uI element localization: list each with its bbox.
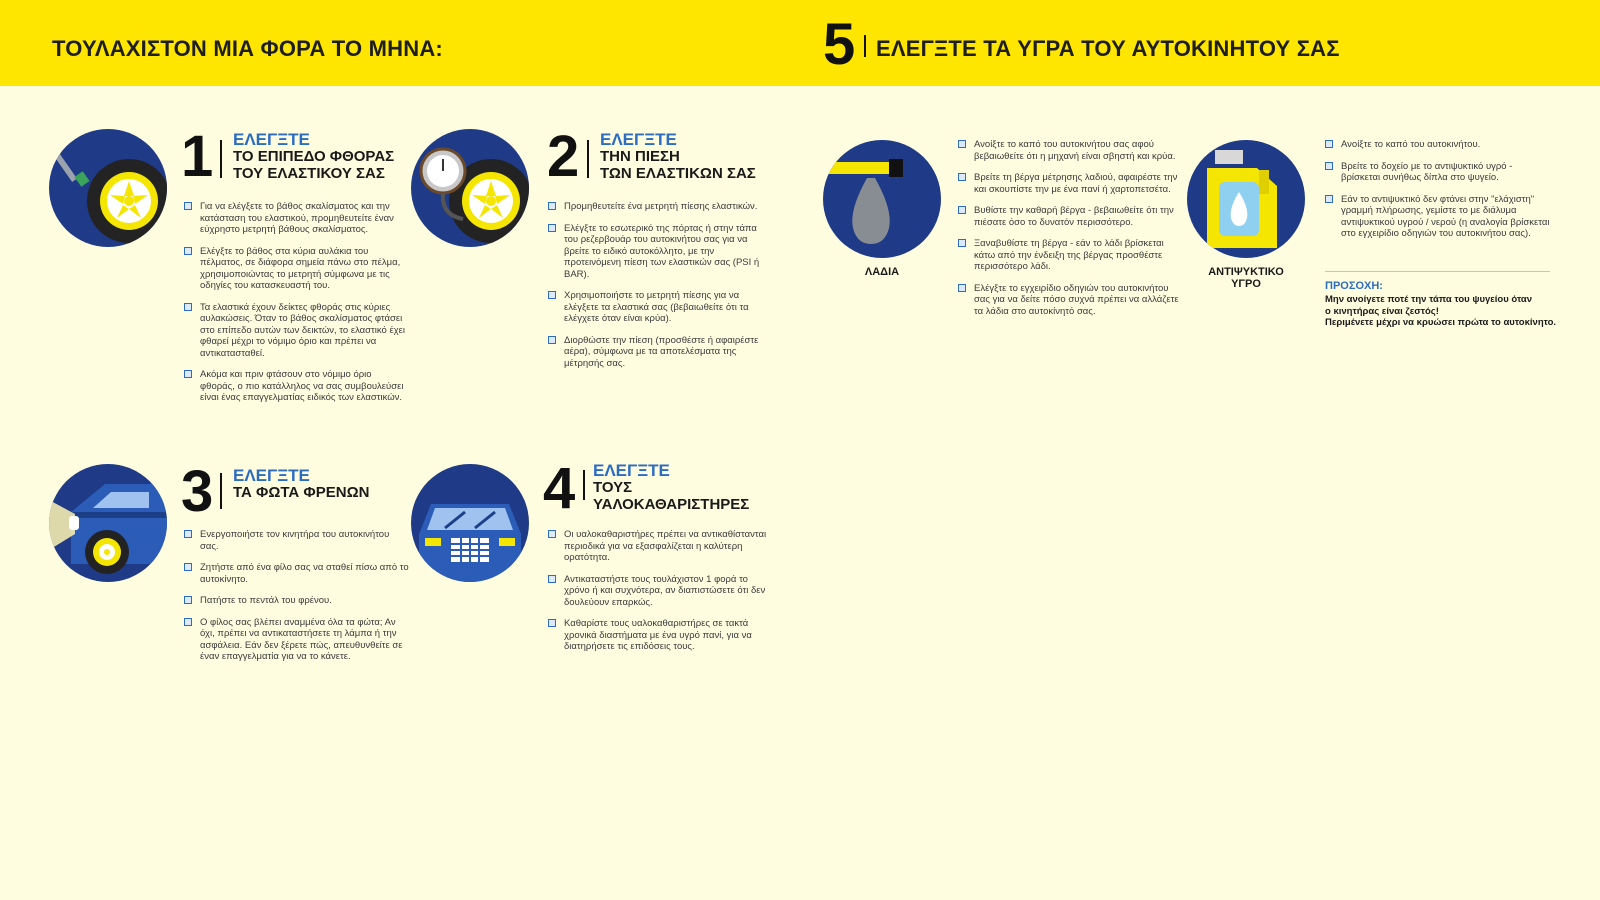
checklist-item: Ακόμα και πριν φτάσουν στο νόμιμο όριο φθοράς, ο πιο κατάλληλος να σας συμβουλεύσει είναι ένας επαγγελματίας ειδικός των ελαστικών. (184, 369, 409, 404)
checklist-item: Ελέγξτε το βάθος στα κύρια αυλάκια του πέλματος, σε διάφορα σημεία πάνω στο πέλμα, χρησιμοποιώντας το μετρητή σύμφωνα με τις οδηγίες του κατασκευαστή του. (184, 246, 409, 292)
coolant-label-line1: ΑΝΤΙΨΥΚΤΙΚΟ (1208, 266, 1284, 278)
checklist-item: Διορθώστε την πίεση (προσθέστε ή αφαιρέστε αέρα), σύμφωνα με τα αποτελέσματα της μέτρησής σας. (548, 335, 773, 370)
section-3-checklist (184, 529, 409, 673)
checklist-item: Ελέγξτε το εγχειρίδιο οδηγιών του αυτοκινήτου σας για να δείτε πόσο συχνά πρέπει να αλλάζετε τα λάδια στο αυτοκίνητό σας. (958, 283, 1183, 318)
number-separator (864, 35, 866, 57)
section-3-number: 3 (181, 459, 214, 524)
section-1-number: 1 (181, 124, 214, 189)
section-1-heading (233, 131, 394, 182)
section-1-subtitle-line2: ΤΟΥ ΕΛΑΣΤΙΚΟΥ ΣΑΣ (233, 165, 385, 182)
checklist-item: Για να ελέγξετε το βάθος σκαλίσματος και την κατάσταση του ελαστικού, προμηθευτείτε έναν εύχρηστο μετρητή βάθους σκαλίσματος. (184, 201, 409, 236)
section-2-checklist (548, 201, 773, 379)
checklist-item: Βρείτε το δοχείο με το αντιψυκτικό υγρό - βρίσκεται συνήθως δίπλα στο ψυγείο. (1325, 161, 1550, 184)
header-right-title: ΕΛΕΓΞΤΕ ΤΑ ΥΓΡΑ ΤΟΥ ΑΥΤΟΚΙΝΗΤΟΥ ΣΑΣ (876, 36, 1340, 61)
windshield-wiper-icon (411, 464, 529, 582)
checklist-item: Τα ελαστικά έχουν δείκτες φθοράς στις κύριες αυλακώσεις. Όταν το βάθος σκαλίσματος φτάσει στο επίπεδο αυτών των δεικτών, το ελαστικό έχει φθαρεί μέχρι το νόμιμο όριο και πρέπει να αντικατασταθεί. (184, 302, 409, 360)
caution-line: Μην ανοίγετε ποτέ την τάπα του ψυγείου όταν (1325, 294, 1533, 305)
pressure-gauge-icon (411, 129, 529, 247)
section-3-subtitle-line1: ΤΑ ΦΩΤΑ ΦΡΕΝΩΝ (233, 484, 370, 501)
coolant-checklist (1325, 139, 1550, 250)
oil-drop-icon (823, 140, 941, 258)
section-3-heading (233, 467, 369, 501)
section-1-checklist (184, 201, 409, 414)
checklist-item: Βρείτε τη βέργα μέτρησης λαδιού, αφαιρέστε την και σκουπίστε την με ένα πανί ή χαρτοπετσέτα. (958, 172, 1183, 195)
coolant-label-line2: ΥΓΡΟ (1231, 278, 1261, 290)
checklist-item: Βυθίστε την καθαρή βέργα - βεβαιωθείτε ότι την πιέσατε όσο το δυνατόν περισσότερο. (958, 205, 1183, 228)
checklist-item: Οι υαλοκαθαριστήρες πρέπει να αντικαθίστανται περιοδικά για να εξασφαλίζεται η καλύτερη ορατότητα. (548, 529, 773, 564)
section-3-separator (220, 473, 222, 509)
section-1-keyword: ΕΛΕΓΞΤΕ (233, 130, 310, 149)
caution-divider (1325, 271, 1550, 272)
checklist-item: Ξαναβυθίστε τη βέργα - εάν το λάδι βρίσκεται κάτω από την ένδειξη της βέργας προσθέστε περισσότερο λάδι. (958, 238, 1183, 273)
checklist-item: Καθαρίστε τους υαλοκαθαριστήρες σε τακτά χρονικά διαστήματα με ένα υγρό πανί, για να διατηρήσετε τις επιδόσεις τους. (548, 618, 773, 653)
section-2-number: 2 (547, 124, 580, 189)
checklist-item: Ελέγξτε το εσωτερικό της πόρτας ή στην τάπα του ρεζερβουάρ του αυτοκινήτου σας για να βρείτε το ειδικό αυτοκόλλητο, με την προτεινόμενη πίεση των ελαστικών σας (PSI ή BAR). (548, 223, 773, 281)
section-4-keyword: ΕΛΕΓΞΤΕ (593, 461, 670, 480)
section-4-number: 4 (543, 456, 576, 521)
section-4-subtitle-line1: ΤΟΥΣ (593, 479, 633, 496)
coolant-jug-icon (1187, 140, 1305, 258)
checklist-item: Αντικαταστήστε τους τουλάχιστον 1 φορά το χρόνο ή και συχνότερα, αν διαπιστώσετε ότι δεν δουλεύουν επαρκώς. (548, 574, 773, 609)
section-4-heading (593, 462, 749, 513)
section-1-separator (220, 140, 222, 178)
section-4-separator (583, 470, 585, 500)
checklist-item: Ανοίξτε το καπό του αυτοκινήτου σας αφού βεβαιωθείτε ότι η μηχανή είναι σβηστή και κρύα. (958, 139, 1183, 162)
checklist-item: Ζητήστε από ένα φίλο σας να σταθεί πίσω από το αυτοκίνητο. (184, 562, 409, 585)
caution-line: ο κινητήρας είναι ζεστός! (1325, 305, 1439, 317)
checklist-item: Χρησιμοποιήστε το μετρητή πίεσης για να ελέγξετε τα ελαστικά σας (βεβαιωθείτε ότι τα ελέγχετε όταν είναι κρύα). (548, 290, 773, 325)
caution-line: Περιμένετε μέχρι να κρυώσει πρώτα το αυτοκίνητο. (1325, 317, 1557, 328)
oil-label: ΛΑΔΙΑ (864, 266, 900, 278)
section-2-separator (587, 140, 589, 178)
section-1-subtitle-line1: ΤΟ ΕΠΙΠΕΔΟ ΦΘΟΡΑΣ (233, 148, 395, 165)
header-left-title: ΤΟΥΛΑΧΙΣΤΟΝ ΜΙΑ ΦΟΡΑ ΤΟ ΜΗΝΑ: (52, 36, 443, 61)
section-4-subtitle-line2: ΥΑΛΟΚΑΘΑΡΙΣΤΗΡΕΣ (593, 496, 750, 513)
checklist-item: Ενεργοποιήστε τον κινητήρα του αυτοκινήτου σας. (184, 529, 409, 552)
section-4-checklist (548, 529, 773, 663)
checklist-item: Ο φίλος σας βλέπει αναμμένα όλα τα φώτα; Αν όχι, πρέπει να αντικαταστήσετε τη λάμπα ή την ασφάλεια. Εάν δεν ξέρετε πώς, απευθυνθείτε σε έναν επαγγελματία για να το κάνετε. (184, 617, 409, 663)
car-brake-light-icon (49, 464, 167, 582)
coolant-label (1201, 266, 1291, 290)
section-2-subtitle-line1: ΤΗΝ ΠΙΕΣΗ (600, 148, 680, 165)
caution-title: ΠΡΟΣΟΧΗ: (1325, 280, 1383, 292)
section-number-5: 5 (823, 12, 856, 77)
checklist-item: Εάν το αντιψυκτικό δεν φτάνει στην "ελάχιστη" γραμμή πλήρωσης, γεμίστε το με διάλυμα αντιψυκτικού υγρού / νερού (η αναλογία βρίσκεται στο εγχειρίδιο οδηγιών του αυτοκινήτου σας). (1325, 194, 1550, 240)
section-3-keyword: ΕΛΕΓΞΤΕ (233, 466, 310, 485)
section-2-heading (600, 131, 756, 182)
checklist-item: Προμηθευτείτε ένα μετρητή πίεσης ελαστικών. (548, 201, 773, 213)
header-banner (0, 0, 1600, 86)
caution-text (1325, 294, 1585, 329)
section-2-keyword: ΕΛΕΓΞΤΕ (600, 130, 677, 149)
section-2-subtitle-line2: ΤΩΝ ΕΛΑΣΤΙΚΩΝ ΣΑΣ (600, 165, 756, 182)
oil-checklist (958, 139, 1183, 327)
checklist-item: Πατήστε το πεντάλ του φρένου. (184, 595, 409, 607)
tire-tread-gauge-icon (49, 129, 167, 247)
checklist-item: Ανοίξτε το καπό του αυτοκινήτου. (1325, 139, 1550, 151)
